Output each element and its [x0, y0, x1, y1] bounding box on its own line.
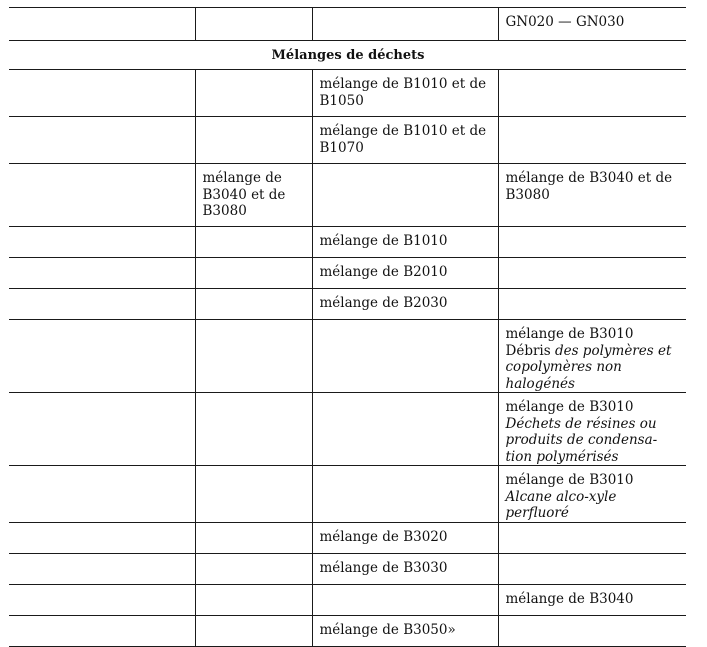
table-cell	[312, 320, 498, 393]
table-row	[9, 164, 686, 227]
table-cell	[195, 289, 312, 320]
section-header-row	[9, 41, 686, 70]
table-cell: GN020 — GN030	[498, 8, 686, 41]
table-cell	[498, 289, 686, 320]
table-cell	[9, 8, 195, 41]
table-cell: mélange de B3050»	[312, 615, 498, 646]
table-cell	[195, 393, 312, 466]
table-cell	[498, 615, 686, 646]
table-cell	[195, 466, 312, 523]
table-cell	[195, 584, 312, 615]
table-cell	[9, 584, 195, 615]
table-cell: mélange de B3020	[312, 522, 498, 553]
table-cell: mélange de B2030	[312, 289, 498, 320]
table-cell	[312, 584, 498, 615]
table-cell: mélange de B3040	[498, 584, 686, 615]
table-row	[9, 70, 686, 117]
table-cell	[9, 164, 195, 227]
cell-text: mélange de B3010	[505, 399, 634, 415]
table-cell	[498, 522, 686, 553]
table-row	[9, 117, 686, 164]
table-cell	[312, 164, 498, 227]
cell-text: mélange de B3010	[505, 472, 634, 488]
table-row	[9, 258, 686, 289]
table-row	[9, 584, 686, 615]
table-cell	[498, 258, 686, 289]
table-cell: mélange de B3040 et de B3080	[195, 164, 312, 227]
table-cell	[195, 522, 312, 553]
table-cell	[195, 8, 312, 41]
table-row	[9, 289, 686, 320]
cell-text-italic: Déchets de résines ou produits de condensa-tion polymérisés	[505, 415, 658, 465]
table-cell	[312, 466, 498, 523]
table-cell	[9, 553, 195, 584]
table-cell	[195, 70, 312, 117]
table-row	[9, 615, 686, 646]
table-cell	[9, 117, 195, 164]
table-cell	[498, 320, 686, 393]
table-cell	[9, 258, 195, 289]
table-cell	[498, 70, 686, 117]
table-cell	[312, 393, 498, 466]
table-row	[9, 8, 686, 41]
table-cell	[498, 466, 686, 523]
table-cell: mélange de B1010 et de B1070	[312, 117, 498, 164]
table-cell	[195, 553, 312, 584]
table-row	[9, 227, 686, 258]
table-row	[9, 320, 686, 393]
cell-text: mélange de B3010 Débris	[505, 326, 634, 359]
table-cell	[9, 289, 195, 320]
table-row	[9, 466, 686, 523]
table-cell	[195, 320, 312, 393]
table-cell	[9, 70, 195, 117]
table-cell	[9, 466, 195, 523]
table-row	[9, 553, 686, 584]
cell-text-italic: des polymères et copolymères non halogénés	[505, 342, 672, 392]
table-cell	[9, 227, 195, 258]
table-cell: mélange de B3040 et de B3080	[498, 164, 686, 227]
table-cell	[9, 615, 195, 646]
table-cell	[9, 522, 195, 553]
table-cell	[9, 320, 195, 393]
table-row	[9, 393, 686, 466]
table-cell: mélange de B1010	[312, 227, 498, 258]
table-cell	[195, 615, 312, 646]
waste-classification-table	[9, 7, 686, 647]
table-cell	[498, 393, 686, 466]
table-cell: mélange de B3030	[312, 553, 498, 584]
table-cell	[498, 227, 686, 258]
table-cell	[195, 258, 312, 289]
section-title: Mélanges de déchets	[9, 41, 686, 70]
table-cell	[498, 117, 686, 164]
table-cell	[195, 117, 312, 164]
table-cell	[498, 553, 686, 584]
table-cell: mélange de B2010	[312, 258, 498, 289]
table-cell	[9, 393, 195, 466]
table-cell	[195, 227, 312, 258]
table-cell: mélange de B1010 et de B1050	[312, 70, 498, 117]
cell-text-italic: Alcane alco-xyle perfluoré	[505, 488, 617, 521]
table-row	[9, 522, 686, 553]
table-cell	[312, 8, 498, 41]
